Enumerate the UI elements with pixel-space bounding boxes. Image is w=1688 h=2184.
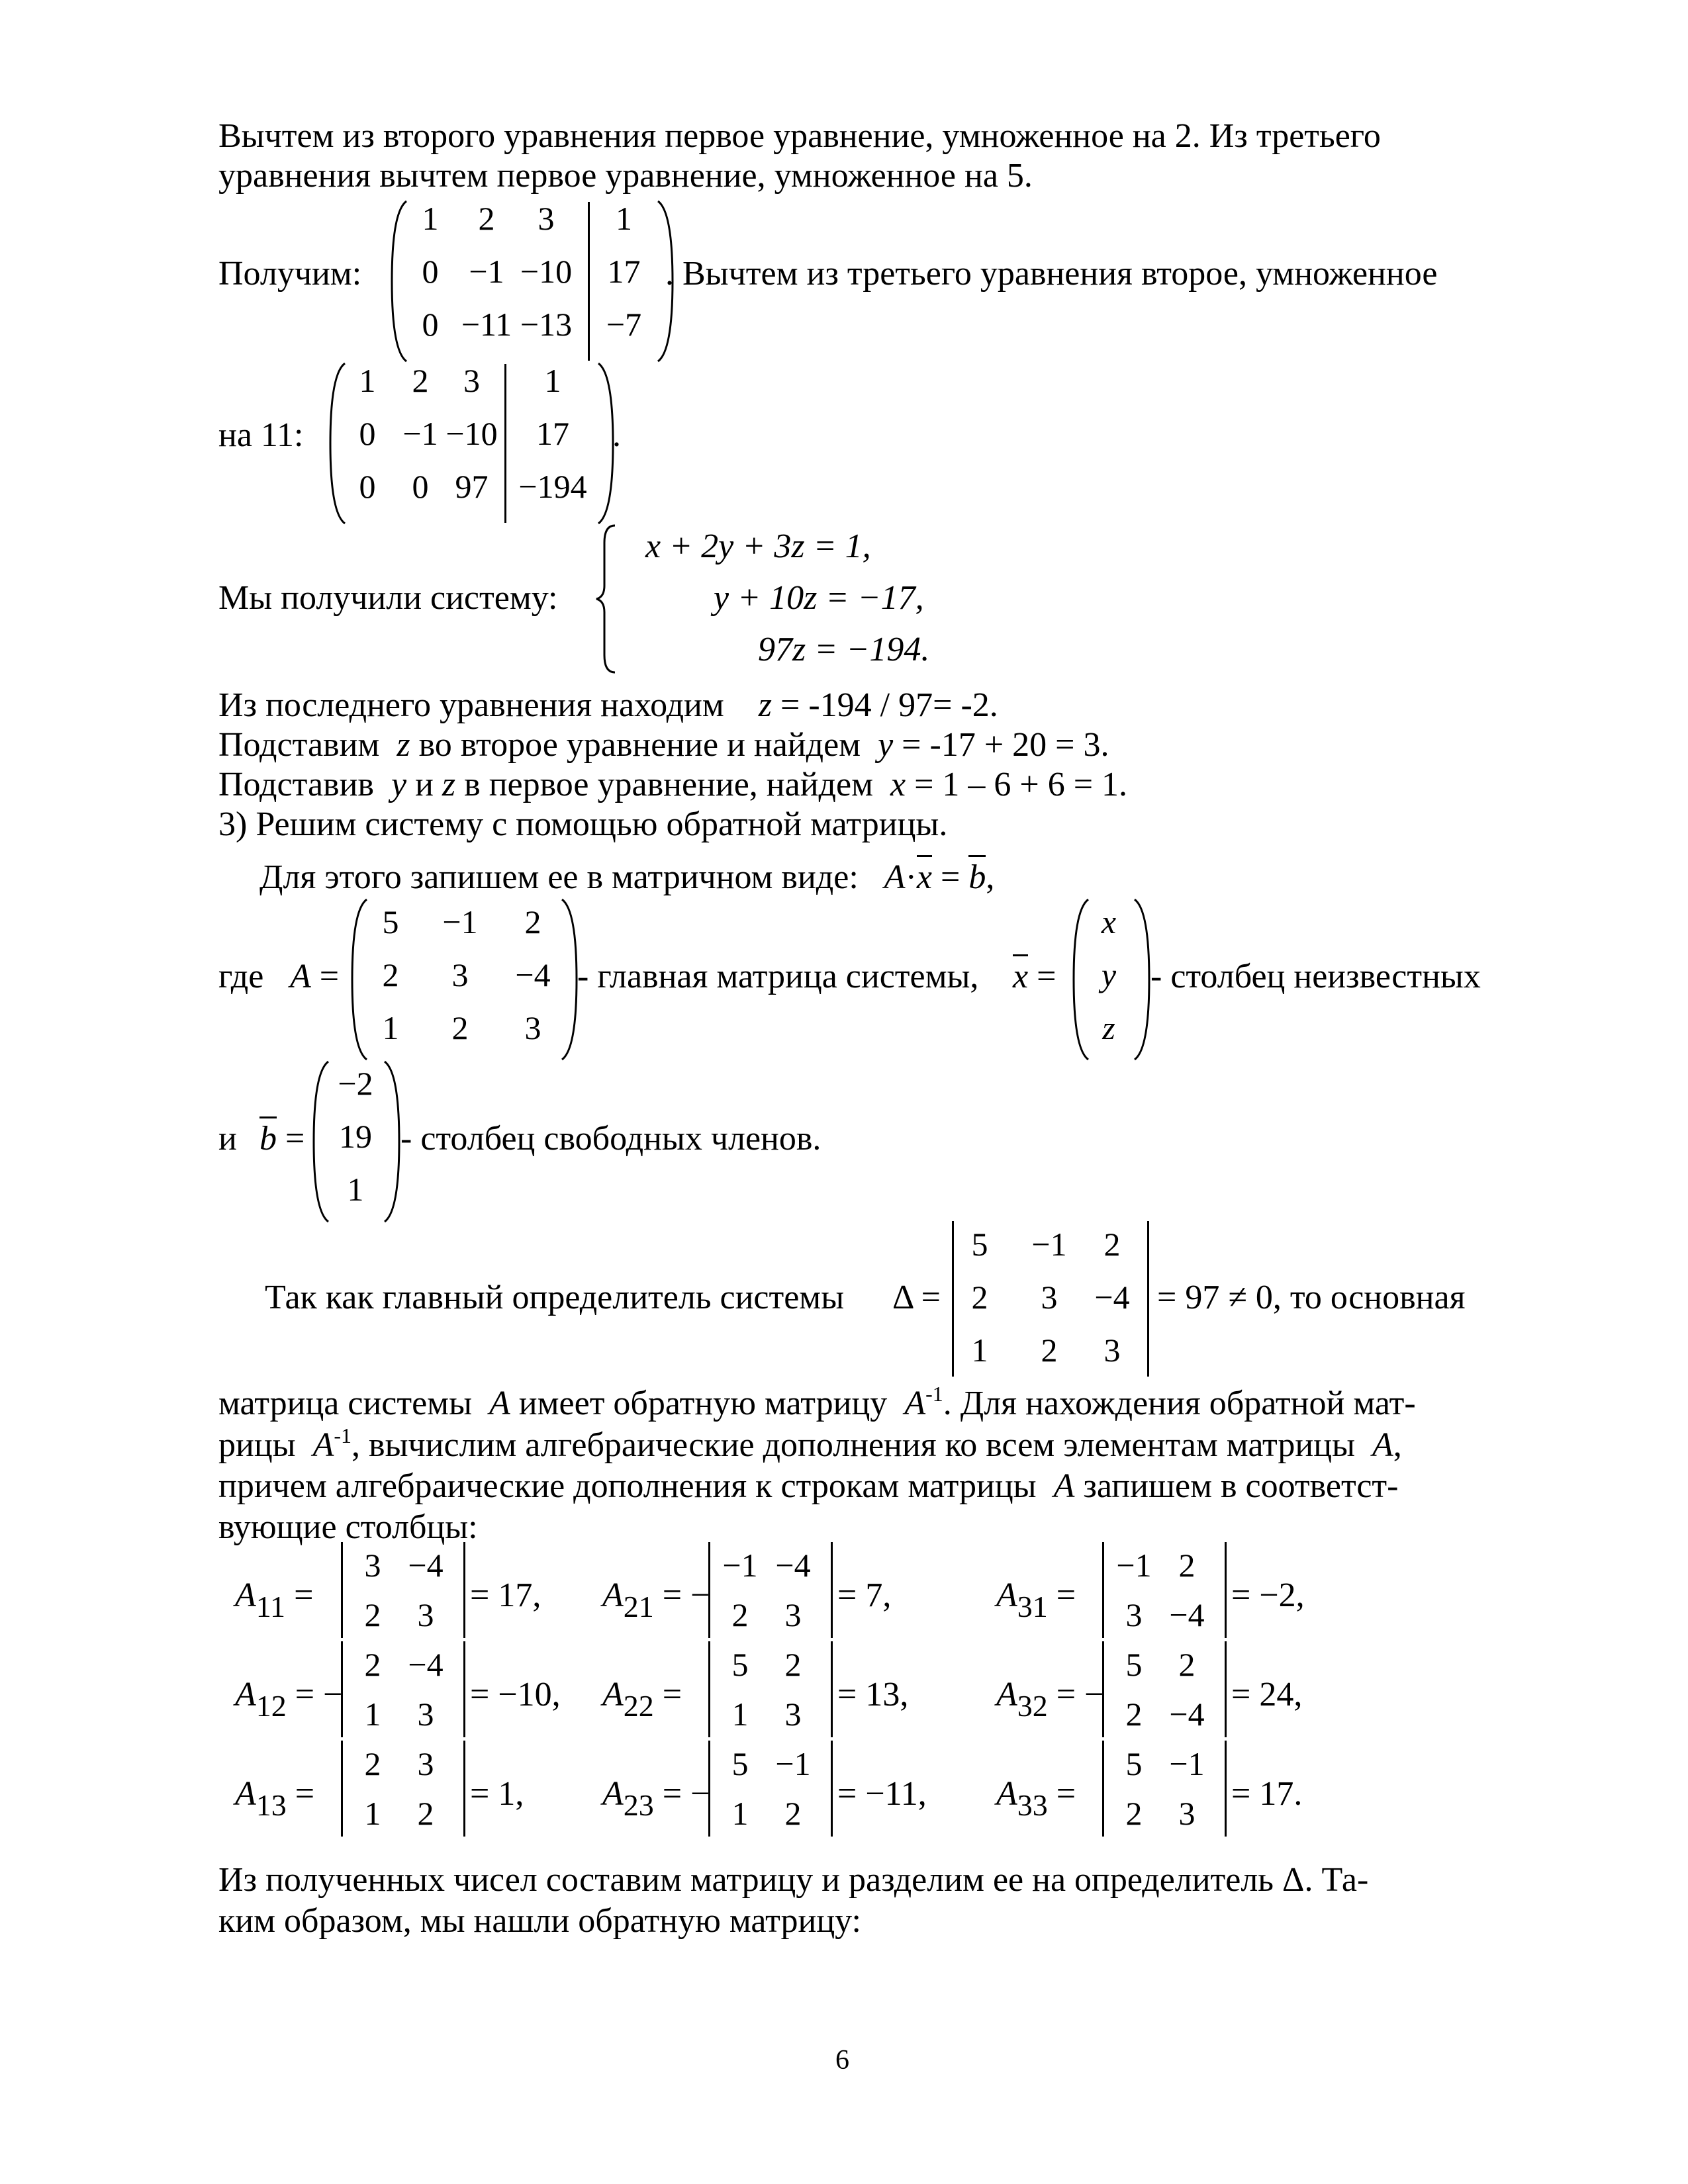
cofactor-cell: 2 (731, 1596, 749, 1633)
m2-cell: 0 (359, 415, 376, 452)
m1-after: . Вычтем из третьего уравнения второе, умноженное (665, 255, 1438, 293)
cofactor-right-bar (1225, 1741, 1227, 1837)
det-cell: −1 (1031, 1226, 1067, 1263)
m1-cell: 0 (422, 253, 439, 290)
para2-line1: матрица системы A имеет обратную матрицу $A^{-1}$. Для нахождения обратной мат- (218, 1382, 1416, 1422)
m2-cell: 0 (412, 468, 429, 505)
para2-line2: рицы $A^{-1}$, вычислим алгебраические дополнения ко всем элементам матрицы A, (218, 1424, 1402, 1464)
cofactor-right-bar (1225, 1641, 1227, 1737)
cofactor-result: = 13, (837, 1676, 909, 1713)
m2-cell: 0 (359, 468, 376, 505)
cofactor-cell: −1 (775, 1745, 811, 1782)
cofactor-cell: 3 (417, 1596, 434, 1633)
X-cell: z (1102, 1009, 1115, 1046)
cofactor-right-bar (831, 1641, 833, 1737)
para3-line2: ким образом, мы нашли обратную матрицу: (218, 1902, 861, 1940)
sys-eq3: 97z = −194. (758, 631, 930, 668)
A-left-paren (350, 897, 369, 1062)
cofactor-result: = 7, (837, 1576, 892, 1614)
A-desc: - главная матрица системы, (577, 958, 979, 995)
cofactor-lhs: A33 = (996, 1775, 1076, 1822)
cofactor-cell: 2 (364, 1646, 381, 1683)
det-cell: 2 (971, 1279, 988, 1316)
cofactor-right-bar (463, 1542, 465, 1638)
cofactor-cell: 5 (1125, 1745, 1143, 1782)
item3-heading: 3) Решим систему с помощью обратной матрицы. (218, 805, 948, 843)
det-cell: 3 (1041, 1279, 1058, 1316)
cofactor-cell: 5 (731, 1646, 749, 1683)
cofactor-cell: 1 (364, 1696, 381, 1733)
cofactor-result: = 24, (1231, 1676, 1303, 1713)
m1-cell: −13 (520, 306, 573, 343)
cofactor-cell: 3 (784, 1696, 802, 1733)
cofactor-cell: 3 (784, 1596, 802, 1633)
cofactor-result: = −11, (837, 1775, 927, 1813)
B-cell: −2 (338, 1065, 373, 1102)
cofactor-left-bar (1102, 1741, 1104, 1837)
det-left-bar (952, 1221, 954, 1377)
A-cell: 2 (382, 956, 399, 993)
cofactor-lhs: A31 = (996, 1576, 1076, 1623)
cofactor-left-bar (708, 1542, 710, 1638)
m1-augment-bar (588, 202, 590, 361)
page-number: 6 (835, 2045, 849, 2075)
m1-label: Получим: (218, 255, 362, 293)
m2-cell: −194 (518, 468, 587, 505)
det-value-line: = 97 ≠ 0, то основная (1157, 1279, 1466, 1316)
cofactor-cell: −4 (1169, 1696, 1205, 1733)
cofactor-cell: 1 (731, 1795, 749, 1832)
cofactor-left-bar (341, 1542, 343, 1638)
cofactor-cell: 2 (1178, 1547, 1196, 1584)
cofactor-lhs: A32 = − (996, 1676, 1104, 1723)
para1-line1: Вычтем из второго уравнения первое уравнение, умноженное на 2. Из третьего (218, 117, 1381, 155)
m1-cell: 1 (616, 200, 632, 237)
x-find-line: Подставив y и z в первое уравнение, найдем x = 1 – 6 + 6 = 1. (218, 766, 1128, 803)
cofactor-left-bar (341, 1641, 343, 1737)
det-symbol: Δ = (892, 1279, 941, 1316)
cofactor-right-bar (1225, 1542, 1227, 1638)
A-cell: 1 (382, 1009, 399, 1046)
cofactor-right-bar (463, 1641, 465, 1737)
m2-label: на 11: (218, 416, 304, 454)
m1-cell: 1 (422, 200, 439, 237)
cofactor-cell: 1 (364, 1795, 381, 1832)
m2-left-paren (328, 361, 348, 526)
m2-cell: 1 (544, 362, 561, 399)
cofactor-cell: 2 (784, 1646, 802, 1683)
B-and: и (218, 1120, 237, 1158)
cofactor-right-bar (463, 1741, 465, 1837)
cofactor-cell: 3 (1178, 1795, 1196, 1832)
B-cell: 1 (347, 1171, 364, 1208)
cofactor-cell: 2 (1178, 1646, 1196, 1683)
para2-line3: причем алгебраические дополнения к строкам матрицы A запишем в соответст- (218, 1467, 1399, 1505)
cofactor-result: = 17. (1231, 1775, 1303, 1813)
cofactor-cell: −4 (408, 1547, 444, 1584)
m1-cell: −11 (461, 306, 512, 343)
para2-line4: вующие столбцы: (218, 1508, 478, 1546)
A-where: где (218, 958, 264, 995)
m1-cell: −1 (469, 253, 504, 290)
m2-cell: 97 (455, 468, 489, 505)
cofactor-cell: 1 (731, 1696, 749, 1733)
B-lhs: b = (259, 1122, 305, 1156)
m1-left-paren (389, 199, 409, 364)
cofactor-cell: 2 (1125, 1795, 1143, 1832)
cofactor-cell: −4 (408, 1646, 444, 1683)
X-cell: y (1101, 956, 1117, 993)
m2-cell: 17 (536, 415, 569, 452)
cofactor-lhs: A11 = (235, 1576, 314, 1623)
cofactor-cell: −1 (722, 1547, 758, 1584)
m1-cell: −7 (606, 306, 642, 343)
cofactor-cell: 2 (784, 1795, 802, 1832)
m2-cell: 3 (463, 362, 480, 399)
A-cell: 3 (524, 1009, 541, 1046)
cofactor-left-bar (708, 1641, 710, 1737)
det-right-bar (1147, 1221, 1149, 1377)
cofactor-left-bar (1102, 1542, 1104, 1638)
matrix-form-line: Для этого запишем ее в матричном виде: A·x = b, (259, 860, 994, 895)
sys-eq2: y + 10z = −17, (714, 579, 924, 617)
cofactor-lhs: A23 = − (602, 1775, 710, 1822)
cofactor-cell: 2 (364, 1596, 381, 1633)
A-cell: −4 (515, 956, 551, 993)
m2-cell: −1 (402, 415, 438, 452)
sys-label: Мы получили систему: (218, 579, 558, 617)
para1-line2: уравнения вычтем первое уравнение, умноженное на 5. (218, 157, 1033, 195)
cofactor-cell: −4 (1169, 1596, 1205, 1633)
sys-brace (592, 523, 619, 675)
z-find-line: Из последнего уравнения находим z = -194 / 97= -2. (218, 686, 998, 724)
cofactor-right-bar (831, 1741, 833, 1837)
m2-augment-bar (504, 364, 506, 523)
sys-eq1: x + 2y + 3z = 1, (645, 527, 871, 565)
m2-cell: 1 (359, 362, 376, 399)
A-cell: −1 (442, 903, 478, 940)
cofactor-cell: 3 (1125, 1596, 1143, 1633)
cofactor-cell: 2 (417, 1795, 434, 1832)
A-cell: 2 (451, 1009, 469, 1046)
A-cell: 5 (382, 903, 399, 940)
cofactor-result: = −2, (1231, 1576, 1305, 1614)
cofactor-cell: 5 (731, 1745, 749, 1782)
cofactor-cell: −4 (775, 1547, 811, 1584)
cofactor-lhs: A22 = (602, 1676, 682, 1723)
cofactor-left-bar (341, 1741, 343, 1837)
y-find-line: Подставим z во второе уравнение и найдем y = -17 + 20 = 3. (218, 726, 1109, 764)
cofactor-result: = 1, (470, 1775, 524, 1813)
cofactor-cell: 3 (364, 1547, 381, 1584)
cofactor-lhs: A13 = (235, 1775, 315, 1822)
m1-cell: 17 (607, 253, 641, 290)
A-cell: 3 (451, 956, 469, 993)
X-lhs: x = (1013, 960, 1056, 994)
m1-cell: −10 (520, 253, 573, 290)
cofactor-cell: 2 (364, 1745, 381, 1782)
B-desc: - столбец свободных членов. (400, 1120, 821, 1158)
cofactor-result: = 17, (470, 1576, 541, 1614)
det-cell: 2 (1103, 1226, 1121, 1263)
det-cell: −4 (1094, 1279, 1130, 1316)
cofactor-cell: 3 (417, 1745, 434, 1782)
cofactor-cell: −1 (1116, 1547, 1152, 1584)
m1-cell: 2 (478, 200, 495, 237)
m2-cell: 2 (412, 362, 429, 399)
cofactor-cell: 2 (1125, 1696, 1143, 1733)
A-cell: 2 (524, 903, 541, 940)
B-cell: 19 (339, 1118, 372, 1155)
det-cell: 5 (971, 1226, 988, 1263)
det-cell: 3 (1103, 1332, 1121, 1369)
det-cell: 1 (971, 1332, 988, 1369)
cofactor-cell: 3 (417, 1696, 434, 1733)
m2-cell: −10 (445, 415, 498, 452)
cofactor-lhs: A12 = − (235, 1676, 343, 1723)
m1-cell: 0 (422, 306, 439, 343)
cofactor-cell: −1 (1169, 1745, 1205, 1782)
m1-cell: 3 (538, 200, 555, 237)
A-lhs: A = (290, 958, 340, 995)
cofactor-result: = −10, (470, 1676, 561, 1713)
X-right-paren (1132, 897, 1152, 1062)
X-cell: x (1101, 903, 1117, 940)
X-desc: - столбец неизвестных (1150, 958, 1481, 995)
para3-line1: Из полученных чисел составим матрицу и разделим ее на определитель Δ. Та- (218, 1861, 1369, 1899)
det-cell: 2 (1041, 1332, 1058, 1369)
det-text: Так как главный определитель системы (265, 1279, 845, 1316)
cofactor-right-bar (831, 1542, 833, 1638)
cofactor-lhs: A21 = − (602, 1576, 710, 1623)
cofactor-left-bar (708, 1741, 710, 1837)
m2-after: . (612, 416, 621, 454)
cofactor-cell: 5 (1125, 1646, 1143, 1683)
cofactor-left-bar (1102, 1641, 1104, 1737)
